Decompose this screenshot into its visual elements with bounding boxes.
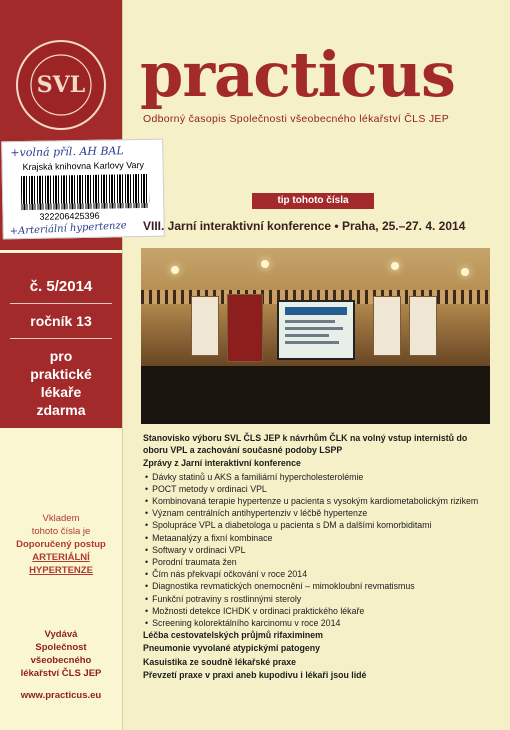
audience-line-1: pro <box>49 348 73 364</box>
magazine-subtitle: Odborný časopis Společnosti všeobecného lékařství ČLS JEP <box>143 113 450 125</box>
tip-badge: tip tohoto čísla <box>252 193 374 209</box>
contents-item: Pneumonie vyvolané atypickými patogeny <box>143 643 320 654</box>
contents-subitem: • Dávky statinů u AKS a familiární hypercholesterolémie <box>143 471 493 483</box>
contents-subitem: • Metaanalýzy a fixní kombinace <box>143 532 493 544</box>
contents-item: Stanovisko výboru SVL ČLS JEP k návrhům ČLK na volný vstup internistů do oboru VPL a zachování současné podoby LSPP <box>143 433 468 456</box>
photo-lamp <box>461 268 469 276</box>
contents-item: Převzetí praxe v praxi aneb kupodivu i lékaři jsou lidé <box>143 669 367 680</box>
insert-line: HYPERTENZE <box>29 565 93 576</box>
issue-year: ročník 13 <box>30 313 92 329</box>
handwritten-note-top: +volná příl. AH BAL <box>10 144 124 160</box>
magazine-title: practicus <box>140 38 455 111</box>
society-seal-logo <box>16 40 106 130</box>
photo-banner <box>191 296 219 356</box>
contents-subitem: • Spolupráce VPL a diabetologa u pacienta s DM a dalšími komorbiditami <box>143 519 493 531</box>
publisher-line: Vydává <box>44 629 78 640</box>
publisher-line: Společnost <box>35 642 87 653</box>
website-link[interactable]: www.practicus.eu <box>20 690 102 701</box>
contents-item: Kasuistika ze soudně lékařské praxe <box>143 656 297 667</box>
insert-note <box>4 512 118 577</box>
divider <box>10 338 112 339</box>
insert-line: ARTERIÁLNÍ <box>32 552 90 563</box>
conference-photo <box>141 248 490 424</box>
audience-line-3: lékaře <box>40 384 82 400</box>
photo-banner <box>227 294 263 362</box>
contents-item: Zprávy z Jarní interaktivní konference <box>143 458 301 469</box>
contents-subitem: • Význam centrálních antihypertenziv v léčbě hypertenze <box>143 507 493 519</box>
publisher-line: všeobecného <box>30 655 92 666</box>
barcode <box>21 174 150 210</box>
issue-number: č. 5/2014 <box>29 278 93 295</box>
contents-item: Léčba cestovatelských průjmů rifaximinem <box>143 630 323 641</box>
insert-line: tohoto čísla je <box>31 526 91 537</box>
contents-subitem: • Diagnostika revmatických onemocnění – mimokloubní revmatismus <box>143 580 493 592</box>
contents-subitem: • Funkční potraviny s rostlinnými steroly <box>143 593 493 605</box>
contents-subitem: • POCT metody v ordinaci VPL <box>143 483 493 495</box>
insert-line: Vkladem <box>42 513 80 524</box>
photo-banner <box>373 296 401 356</box>
barcode-number: 322206425396 <box>39 210 100 222</box>
insert-line: Doporučený postup <box>16 539 106 550</box>
photo-audience-seats <box>141 366 490 424</box>
contents-subitem: • Softwary v ordinaci VPL <box>143 544 493 556</box>
photo-projection-screen <box>277 300 355 360</box>
photo-banner <box>409 296 437 356</box>
audience-line-2: praktické <box>30 366 92 382</box>
conference-headline: VIII. Jarní interaktivní konference • Praha, 25.–27. 4. 2014 <box>143 219 466 233</box>
photo-lamp <box>171 266 179 274</box>
publisher-line: lékařství ČLS JEP <box>20 668 102 679</box>
table-of-contents <box>143 432 493 682</box>
photo-lamp <box>261 260 269 268</box>
audience-line-4: zdarma <box>36 402 86 418</box>
handwritten-note-bottom: +Arteriální hypertenze <box>9 220 127 238</box>
photo-lamp <box>391 262 399 270</box>
library-label <box>1 139 165 240</box>
publisher-note <box>4 628 118 680</box>
seal-letters: SVL <box>36 72 86 98</box>
contents-subitem: • Porodní traumata žen <box>143 556 493 568</box>
contents-subitem: • Možnosti detekce ICHDK v ordinaci praktického lékaře <box>143 605 493 617</box>
contents-subitem: • Kombinovaná terapie hypertenze u pacienta s vysokým kardiometabolickým rizikem <box>143 495 493 507</box>
divider <box>10 303 112 304</box>
contents-subitem: • Čím nás překvapí očkování v roce 2014 <box>143 568 493 580</box>
library-name: Krajská knihovna Karlovy Vary <box>22 159 145 173</box>
contents-subitem: • Screening kolorektálního karcinomu v roce 2014 <box>143 617 493 629</box>
